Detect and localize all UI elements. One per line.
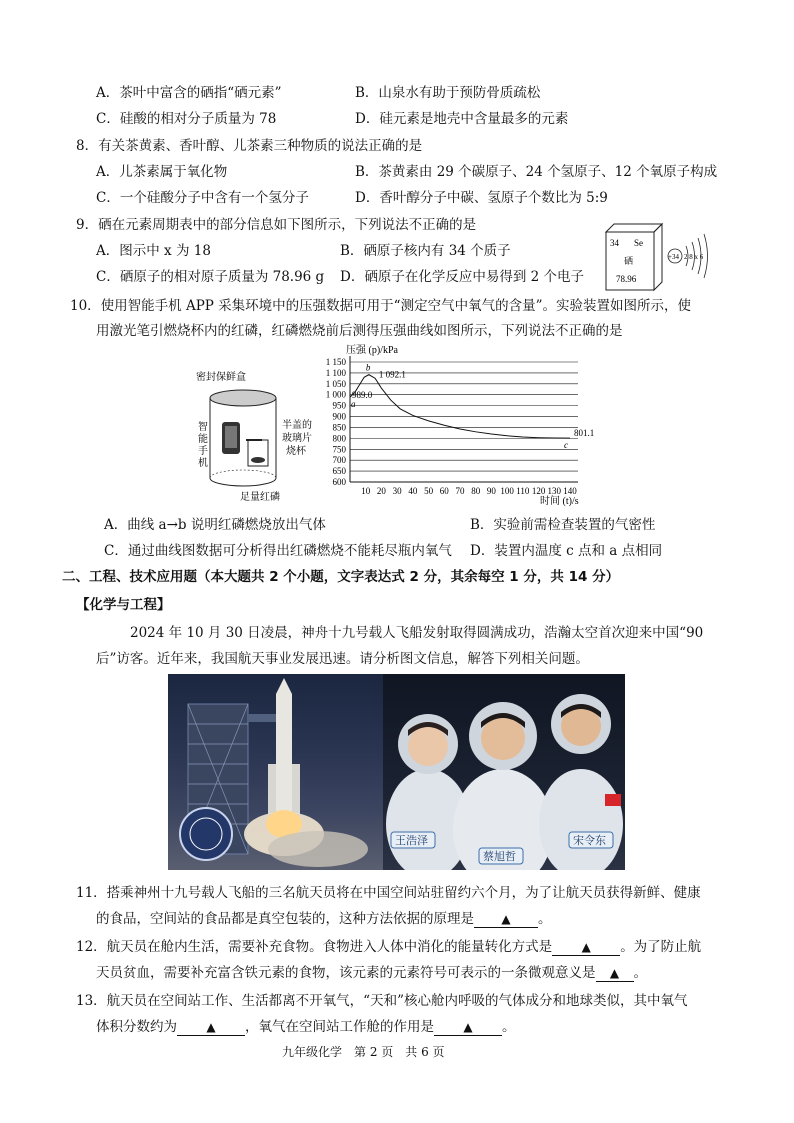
q7-option-c: C．硅酸的相对分子质量为 78 bbox=[96, 111, 277, 127]
q7-option-d: D．硅元素是地壳中含量最多的元素 bbox=[355, 111, 569, 127]
q8-option-c: C．一个硅酸分子中含有一个氢分子 bbox=[96, 190, 309, 206]
pressure-curve bbox=[350, 375, 570, 438]
q8-stem: 8．有关茶黄素、香叶醇、儿茶素三种物质的说法正确的是 bbox=[76, 138, 423, 154]
astronauts-photo bbox=[383, 674, 625, 870]
chart-xlabel: 时间 (t)/s bbox=[540, 496, 579, 507]
label-red-phosphorus: 足量红磷 bbox=[240, 492, 280, 503]
y-tick-label: 1 150 bbox=[325, 357, 346, 367]
apparatus-diagram bbox=[190, 360, 325, 510]
y-tick-label: 1 100 bbox=[325, 367, 346, 378]
point-label-b: b bbox=[365, 362, 371, 373]
answer-blank-q13-1[interactable]: ▲ bbox=[177, 1020, 245, 1036]
q10-option-a: A．曲线 a→b 说明红磷燃烧放出气体 bbox=[104, 517, 326, 533]
flag-icon bbox=[605, 794, 621, 806]
tile-name: 硒 bbox=[624, 256, 634, 266]
section2-heading: 二、工程、技术应用题（本大题共 2 个小题，文字表达式 2 分，其余每空 1 分，共 14 分） bbox=[62, 569, 620, 585]
point-value-a: 989.0 bbox=[352, 390, 373, 401]
x-tick-label: 70 bbox=[455, 486, 465, 496]
x-tick-label: 90 bbox=[486, 486, 496, 496]
section2-intro-line2: 后”访客。近年来，我国航天事业发展迅速。请分析图文信息，解答下列相关问题。 bbox=[96, 651, 589, 667]
q11-line1: 11．搭乘神州十九号载人飞船的三名航天员将在中国空间站驻留约六个月，为了让航天员获得新鲜、健康 bbox=[76, 885, 701, 901]
x-tick-label: 20 bbox=[376, 486, 386, 496]
y-tick-label: 950 bbox=[332, 400, 346, 411]
svg-text:智能手机: 智能手机 bbox=[198, 422, 208, 469]
y-tick-label: 1 050 bbox=[325, 378, 346, 389]
y-tick-label: 900 bbox=[332, 411, 346, 422]
y-tick-label: 750 bbox=[332, 444, 346, 455]
q9-option-c: C．硒原子的相对原子质量为 78.96 g bbox=[96, 269, 325, 285]
astronaut-name-2: 蔡旭哲 bbox=[483, 851, 516, 863]
q7-option-b: B．山泉水有助于预防骨质疏松 bbox=[355, 85, 541, 101]
answer-blank-q13-2[interactable]: ▲ bbox=[434, 1020, 502, 1036]
point-label-a: a bbox=[351, 399, 356, 410]
pressure-chart bbox=[310, 340, 610, 510]
x-tick-label: 80 bbox=[471, 486, 481, 496]
label-beaker: 烧杯 bbox=[286, 446, 306, 457]
q8-option-a: A．儿茶素属于氧化物 bbox=[96, 164, 228, 180]
y-tick-label: 700 bbox=[332, 455, 346, 466]
x-tick-label: 110 bbox=[516, 486, 530, 496]
x-tick-label: 10 bbox=[361, 486, 371, 496]
q8-option-b: B．茶黄素由 29 个碳原子、24 个氢原子、12 个氧原子构成 bbox=[355, 164, 718, 180]
tile-symbol: Se bbox=[634, 238, 643, 248]
y-tick-label: 650 bbox=[332, 466, 346, 477]
x-tick-label: 120 bbox=[531, 486, 546, 496]
x-tick-label: 140 bbox=[563, 486, 577, 496]
rocket-launch-photo bbox=[168, 674, 383, 870]
q10-stem-line1: 10．使用智能手机 APP 采集环境中的压强数据可用于“测定空气中氧气的含量”。实验装置如图所示，使 bbox=[70, 298, 691, 314]
q10-stem-line2: 用激光笔引燃烧杯内的红磷，红磷燃烧前后测得压强曲线如图所示，下列说法不正确的是 bbox=[96, 323, 623, 339]
q8-option-d: D．香叶醇分子中碳、氢原子个数比为 5:9 bbox=[355, 190, 608, 206]
x-tick-label: 50 bbox=[424, 486, 434, 496]
q13-line2: 体积分数约为 bbox=[96, 1019, 177, 1035]
q12-line2: 天员贫血，需要补充富含铁元素的食物，该元素的元素符号可表示的一条微观意义是 bbox=[96, 965, 596, 981]
answer-blank-q12-2[interactable]: ▲ bbox=[596, 966, 634, 982]
periodic-tile bbox=[606, 224, 662, 290]
y-tick-label: 1 000 bbox=[325, 389, 346, 400]
answer-blank-q12-1[interactable]: ▲ bbox=[552, 940, 620, 956]
q13-line1: 13．航天员在空间站工作、生活都离不开氧气，“天和”核心舱内呼吸的气体成分和地球类似，其中氧气 bbox=[76, 993, 688, 1009]
point-value-b: 1 092.1 bbox=[378, 369, 406, 380]
x-tick-label: 60 bbox=[439, 486, 449, 496]
tile-atomic-mass: 78.96 bbox=[616, 274, 637, 284]
nucleus-charge: +34 bbox=[668, 253, 679, 261]
chart-ylabel: 压强 (p)/kPa bbox=[346, 345, 398, 356]
astronaut-center bbox=[453, 702, 553, 870]
y-tick-label: 800 bbox=[332, 433, 346, 444]
x-tick-label: 130 bbox=[547, 486, 562, 496]
q11-line2: 的食品，空间站的食品都是真空包装的，这种方法依据的原理是 bbox=[96, 911, 474, 927]
x-tick-label: 30 bbox=[392, 486, 402, 496]
label-glass-2: 玻璃片 bbox=[282, 433, 312, 444]
q7-option-a: A．茶叶中富含的硒指“硒元素” bbox=[96, 85, 282, 101]
section2-intro-line1: 2024 年 10 月 30 日凌晨，神舟十九号载人飞船发射取得圆满成功，浩瀚太空首次迎来中国“90 bbox=[130, 625, 704, 641]
label-glass-1: 半盖的 bbox=[282, 420, 312, 431]
q10-option-d: D．装置内温度 c 点和 a 点相同 bbox=[470, 543, 663, 559]
q9-option-b: B．硒原子核内有 34 个质子 bbox=[340, 243, 511, 259]
x-tick-label: 100 bbox=[500, 486, 514, 496]
section2-subheading: 【化学与工程】 bbox=[76, 597, 171, 613]
x-tick-label: 40 bbox=[408, 486, 418, 496]
q12-line1: 12．航天员在舱内生活，需要补充食物。食物进入人体中消化的能量转化方式是 bbox=[76, 939, 553, 955]
q9-stem: 9．硒在元素周期表中的部分信息如下图所示，下列说法不正确的是 bbox=[76, 217, 477, 233]
page-footer: 九年级化学 第 2 页 共 6 页 bbox=[282, 1045, 445, 1059]
label-sealed-box: 密封保鲜盒 bbox=[196, 372, 246, 383]
q9-option-d: D．硒原子在化学反应中易得到 2 个电子 bbox=[340, 269, 584, 285]
selenium-element-figure bbox=[600, 222, 720, 294]
atomic-structure-diagram bbox=[668, 234, 708, 278]
answer-blank-q11[interactable]: ▲ bbox=[474, 912, 538, 928]
q9-option-a: A．图示中 x 为 18 bbox=[96, 243, 211, 259]
y-tick-label: 600 bbox=[332, 477, 346, 487]
astronaut-name-3: 宋令东 bbox=[573, 835, 606, 847]
point-label-c: c bbox=[564, 440, 568, 451]
q10-option-b: B．实验前需检查装置的气密性 bbox=[470, 517, 656, 533]
point-value-c: 801.1 bbox=[574, 428, 595, 439]
y-tick-label: 850 bbox=[332, 422, 346, 433]
q10-option-c: C．通过曲线图数据可分析得出红磷燃烧不能耗尽瓶内氧气 bbox=[104, 543, 452, 559]
tile-atomic-number: 34 bbox=[610, 238, 619, 248]
astronaut-name-1: 王浩泽 bbox=[395, 835, 428, 847]
mission-emblem-icon bbox=[180, 808, 232, 860]
electron-shells: 2 8 x 6 bbox=[684, 253, 704, 261]
